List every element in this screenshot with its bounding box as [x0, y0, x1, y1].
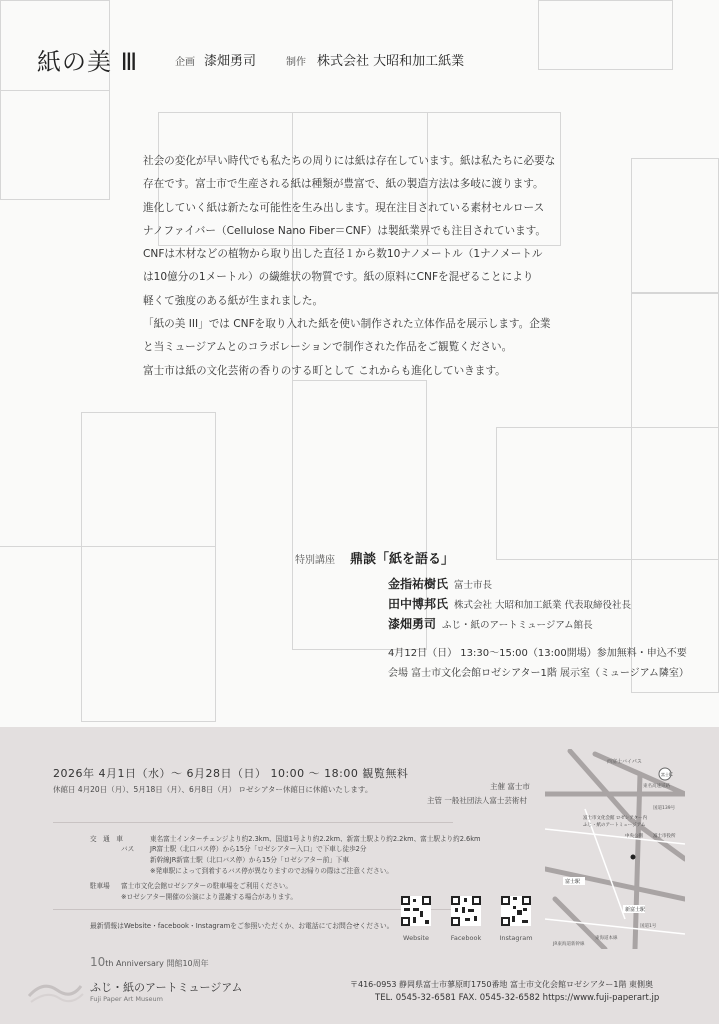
- qr-label: Website: [403, 934, 429, 942]
- parking-text: 富士市文化会館ロゼシアターの駐車場をご利用ください。: [121, 882, 292, 890]
- intro-line: 軽くて強度のある紙が生まれました。: [143, 294, 324, 307]
- qr-label: Instagram: [499, 934, 533, 942]
- access-label: 交 通 車: [90, 835, 123, 843]
- intro-line: と当ミュージアムとのコラボレーションで制作された作品をご観覧ください。: [143, 341, 513, 354]
- intro-line: 進化していく紙は新たな可能性を生み出します。現在注目されている素材セルロース: [143, 201, 545, 214]
- map-label: 富士市文化会館 ロゼシアター内: [583, 816, 648, 821]
- speaker: [388, 573, 492, 592]
- intro-line: 富士市は紙の文化芸術の香りのする町として これからも進化していきます。: [143, 364, 506, 377]
- plan-label: 企画: [175, 57, 195, 68]
- grid-line: [0, 90, 110, 91]
- map-label: 新富士駅: [625, 907, 646, 913]
- closed-days: 休館日 4月20日（月）、5月18日（月）、6月8日（月） ロゼシアター休館日に休館いたします。: [53, 785, 373, 794]
- speaker-name: 金指祐樹氏: [388, 577, 449, 591]
- map-label: 西富士バイパス: [607, 759, 642, 765]
- divider: [53, 822, 453, 823]
- plan-value: 漆畑勇司: [204, 54, 257, 69]
- grid-box: [81, 412, 216, 722]
- map-label: 中央公園: [625, 834, 643, 839]
- intro-line: は10億分の1メートル）の繊維状の物質です。紙の原料にCNFを混ぜることにより: [143, 271, 534, 284]
- access-map: [545, 749, 685, 949]
- anniversary: [90, 955, 209, 969]
- lecture-date: 4月12日（日） 13:30〜15:00（13:00開場）参加無料・申込不要: [388, 648, 687, 659]
- speaker-name: 漆畑勇司: [388, 617, 437, 631]
- map-label: 国道139号: [653, 806, 676, 811]
- map-label: JR東海道新幹線: [553, 942, 585, 947]
- lecture-title: 鼎談「紙を語る」: [350, 552, 455, 567]
- grid-box: [0, 0, 110, 200]
- grid-box: [538, 0, 673, 70]
- map-label: 富士IC: [661, 772, 673, 777]
- anniversary-number: 10: [90, 955, 106, 969]
- map-label: 東海道本線: [595, 936, 618, 941]
- speaker-role: ふじ・紙のアートミュージアム館長: [442, 620, 593, 631]
- qr-code-instagram[interactable]: [501, 896, 531, 926]
- host: 主催 富士市: [490, 782, 530, 791]
- map-label: 東名高速道路: [643, 784, 670, 789]
- qr-code-website[interactable]: [401, 896, 431, 926]
- speaker-role: 株式会社 大昭和加工紙業 代表取締役社長: [454, 600, 632, 611]
- access-text: ※発車駅によって到着するバス停が異なりますのでお帰りの際はご注意ください。: [150, 867, 393, 875]
- map-label: 富士市役所: [653, 834, 676, 839]
- notice: 最新情報はWebsite・facebook・Instagramをご参照いただくか、お電話にてお問合せください。: [90, 922, 394, 930]
- intro-line: CNFは木材などの植物から取り出した直径１から数10ナノメートル（1ナノメートル: [143, 248, 543, 261]
- map-label: ふじ・紙のアートミュージアム: [583, 823, 646, 828]
- address: 〒416-0953 静岡県富士市蓼原町1750番地 富士市文化会館ロゼシアター1階 東側奥: [350, 980, 654, 989]
- museum-name: ふじ・紙のアートミュージアム: [90, 981, 243, 994]
- speaker: [388, 613, 593, 632]
- intro-line: 「紙の美 III」では CNFを取り入れた紙を使い制作された立体作品を展示します。企業: [143, 318, 551, 331]
- intro-line: 社会の変化が早い時代でも私たちの周りには紙は存在しています。紙は私たちに必要な: [143, 155, 556, 167]
- speaker-name: 田中博邦氏: [388, 597, 449, 611]
- grid-box: [496, 427, 719, 560]
- speaker-role: 富士市長: [454, 580, 493, 591]
- parking-text: ※ロゼシアター開催の公演により混雑する場合があります。: [121, 893, 297, 901]
- anniversary-text: th Anniversary 開館10周年: [105, 959, 209, 968]
- qr-label: Facebook: [450, 934, 482, 942]
- header: [37, 42, 557, 74]
- access-text: JR富士駅（北口バス停）から15分「ロゼシアター入口」で下車し徒歩2分: [150, 845, 367, 853]
- access-text: 東名富士インターチェンジより約2.3km、国道1号より約2.2km、新富士駅より約2.2km、富士駅より約2.6km: [150, 835, 481, 843]
- map-label: 国道1号: [640, 924, 657, 929]
- qr-code-facebook[interactable]: [451, 896, 481, 926]
- grid-box: [631, 158, 719, 293]
- page-title: 紙の美 Ⅲ: [37, 48, 139, 76]
- museum-name-en: Fuji Paper Art Museum: [90, 995, 163, 1003]
- footer-info: [0, 727, 719, 1024]
- divider: [53, 909, 453, 910]
- exhibition-period: 2026年 4月1日（水）〜 6月28日（日） 10:00 〜 18:00 観覧無料: [53, 767, 409, 780]
- grid-line: [0, 546, 216, 547]
- speaker: [388, 593, 631, 612]
- access-text: 新幹線JR新富士駅（北口バス停）から15分「ロゼシアター前」下車: [150, 856, 350, 864]
- contact-info[interactable]: TEL. 0545-32-6581 FAX. 0545-32-6582 https://www.fuji-paperart.jp: [375, 993, 660, 1003]
- lecture-venue: 会場 富士市文化会館ロゼシアター1階 展示室（ミュージアム隣室）: [388, 668, 689, 679]
- map-label: 富士駅: [565, 879, 581, 885]
- sponsor: 主管 一般社団法人富士芸術村: [427, 796, 527, 805]
- access-label: バス: [121, 845, 135, 853]
- museum-logo-icon: [25, 972, 85, 1010]
- intro-line: ナノファイバー（Cellulose Nano Fiber＝CNF）は製紙業界でも注目されています。: [143, 224, 547, 237]
- production-label: 制作: [286, 57, 306, 68]
- intro-line: 存在です。富士市で生産される紙は種類が豊富で、紙の製造方法は多岐に渡ります。: [143, 178, 544, 191]
- production-value: 株式会社 大昭和加工紙業: [317, 54, 465, 69]
- parking-label: 駐車場: [90, 882, 110, 890]
- lecture-label: 特別講座: [295, 555, 335, 566]
- intro-text: [143, 150, 583, 383]
